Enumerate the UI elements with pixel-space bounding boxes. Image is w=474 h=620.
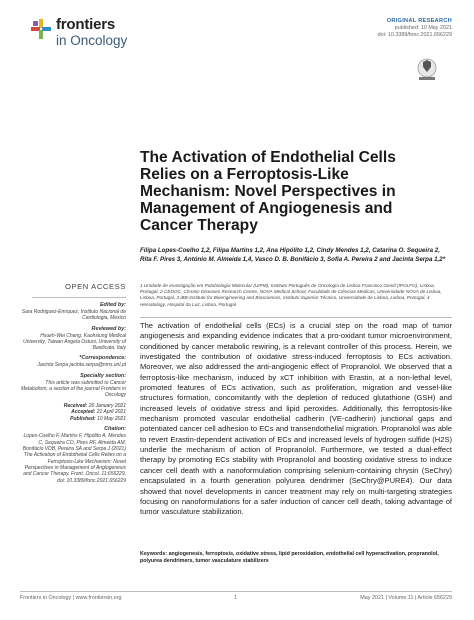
check-for-updates-icon[interactable] [416, 58, 438, 82]
divider [32, 297, 126, 298]
keywords-label: Keywords: [140, 551, 168, 557]
article-dates [20, 403, 126, 423]
article-type: ORIGINAL RESEARCH [386, 18, 452, 24]
edited-by-value: Sara Rodriguez-Enriquez, Instituto Nacional de Cardiologia, Mexico [21, 309, 126, 322]
article-title: The Activation of Endothelial Cells Relies on a Ferroptosis-Like Mechanism: Novel Perspectives in Management of Angiogenesis and Cancer Therapy [140, 149, 396, 234]
article-doi[interactable]: doi: 10.3389/fonc.2021.656229 [377, 32, 452, 38]
correspondence-label: *Correspondence: [79, 355, 126, 362]
author-list: Filipa Lopes-Coelho 1,2, Filipa Martins 1,2, Ana Hipólito 1,2, Cindy Mendes 1,2, Catarina O. Sequeira 2, Rita F. Pires 3, António M. Almeida 1,4, Vasco D. B. Bonifácio 3, Sofia A. Pereira 2 and Jacinta Serpa 1,2* [140, 247, 446, 263]
brand-name: frontiers [56, 16, 116, 33]
citation-label: Citation: [104, 426, 126, 433]
footer-journal[interactable]: Frontiers in Oncology | www.frontiersin.org [20, 595, 122, 601]
accepted-label: Accepted: [71, 409, 96, 416]
edited-by-label: Edited by: [99, 302, 126, 308]
journal-logo [30, 16, 190, 56]
footer-article-info: May 2021 | Volume 11 | Article 656229 [360, 595, 452, 601]
reviewed-by-value: Hsueh-Wei Chang, Kaohsiung Medical University, Taiwan Angela Ostuni, University of Basilicata, Italy [23, 332, 126, 352]
specialty-section-value: This article was submitted to Cancer Metabolism, a section of the journal Frontiers in Oncology [20, 379, 126, 399]
reviewed-by-label: Reviewed by: [91, 325, 126, 332]
journal-name: in Oncology [56, 33, 128, 48]
frontiers-logo-icon [30, 18, 52, 40]
published-date-sidebar: 10 May 2021 [97, 415, 126, 422]
accepted-date: 21 April 2021 [96, 409, 126, 416]
article-meta [378, 18, 452, 39]
affiliations: 1 Unidade de Investigação em Patobiologia Molecular (UIPM), Instituto Português de Oncologia de Lisboa Francisco Gentil (IPOLFG), Lisboa, Portugal, 2 CEDOC, Chronic Diseases Research Centre, NOVA Medical School, Faculdade de Ciências Médicas, Universidade NOVA de Lisboa, Lisboa, Portugal, 3 iBB-Institute for Bioengineering and Biosciences, Instituto Superior Técnico, Universidade de Lisboa, Lisboa, Portugal, 4 Hematology, Hospital da Luz, Lisboa, Portugal [140, 283, 442, 307]
open-access-label: OPEN ACCESS [64, 282, 126, 291]
published-date: published: 10 May 2021 [394, 25, 452, 31]
abstract: The activation of endothelial cells (ECs) is a crucial step on the road map of tumor angiogenesis and expanding evidence indicates that a pro-oxidant tumor microenvironment, conditioned by cancer metabolic rewiring, is a relevant controller of this process. Herein, we investigated the contribution of oxidative stress-induced ferroptosis to ECs activation. Moreover, we also addressed the anti-angiogenic effect of Propranolol. We observed that a ferroptosis-like mechanism, induced by xCT inhibition with Erastin, at a non-lethal level, promoted features of ECs activation, such as proliferation, migration and vessel-like structures formation, concomitantly with the depletion of reduced glutathione (GSH) and increased levels of oxidative stress and lipid peroxides. Additionally, this ferroptosis-like mechanism promoted vascular endothelial cadherin (VE-cadherin) junctional gaps and potentiated cancer cell adhesion to ECs and transendothelial migration. Propranolol was able to revert Erastin-dependent activation of ECs and increased levels of hydrogen sulfide (H2S) underlie the mechanism of action of Propranolol. Furthermore, we tested a dual-effect therapy by promoting ECs stability with Propranolol and boosting oxidative stress to induce cancer cell death with a nanoformulation comprising selenium-containing chrysin (SeChry) encapsulated in a fourth generation polyurea dendrimer (SeChry@PURE4). Our data showed that novel developments in cancer treatment may rely on multi-targeting strategies focusing on nanoformulations for a safer induction of cancer cell death, taking advantage of tumor vasculature stabilization. [140, 321, 452, 517]
page-number: 1 [234, 595, 237, 601]
keywords-list: angiogenesis, ferroptosis, oxidative stress, lipid peroxidation, endothelial cell hyperactivation, propranolol, polyurea dendrimers, tumor vasculature stabilizers [140, 551, 439, 564]
correspondence-value[interactable]: Jacinta Serpa jacinta.serpa@nms.unl.pt [37, 362, 126, 369]
divider [140, 317, 452, 318]
keywords [140, 551, 452, 565]
published-label: Published: [70, 415, 96, 422]
citation-value: Lopes-Coelho F, Martins F, Hipólito A, Mendes C, Sequeira CO, Pires RF, Almeida AM, Bonifácio VDB, Pereira SA and Serpa J (2021) The Activation of Endothelial Cells Relies on a Ferroptosis-Like Mechanism: Novel Perspectives in Management of Angiogenesis and Cancer Therapy. Front. Oncol. 11:656229. doi: 10.3389/fonc.2021.656229 [22, 433, 126, 484]
footer-divider [20, 591, 452, 592]
specialty-section-label: Specialty section: [80, 372, 126, 379]
received-label: Received: [63, 402, 88, 409]
received-date: 20 January 2021 [88, 402, 126, 409]
article-sidebar [20, 282, 126, 484]
